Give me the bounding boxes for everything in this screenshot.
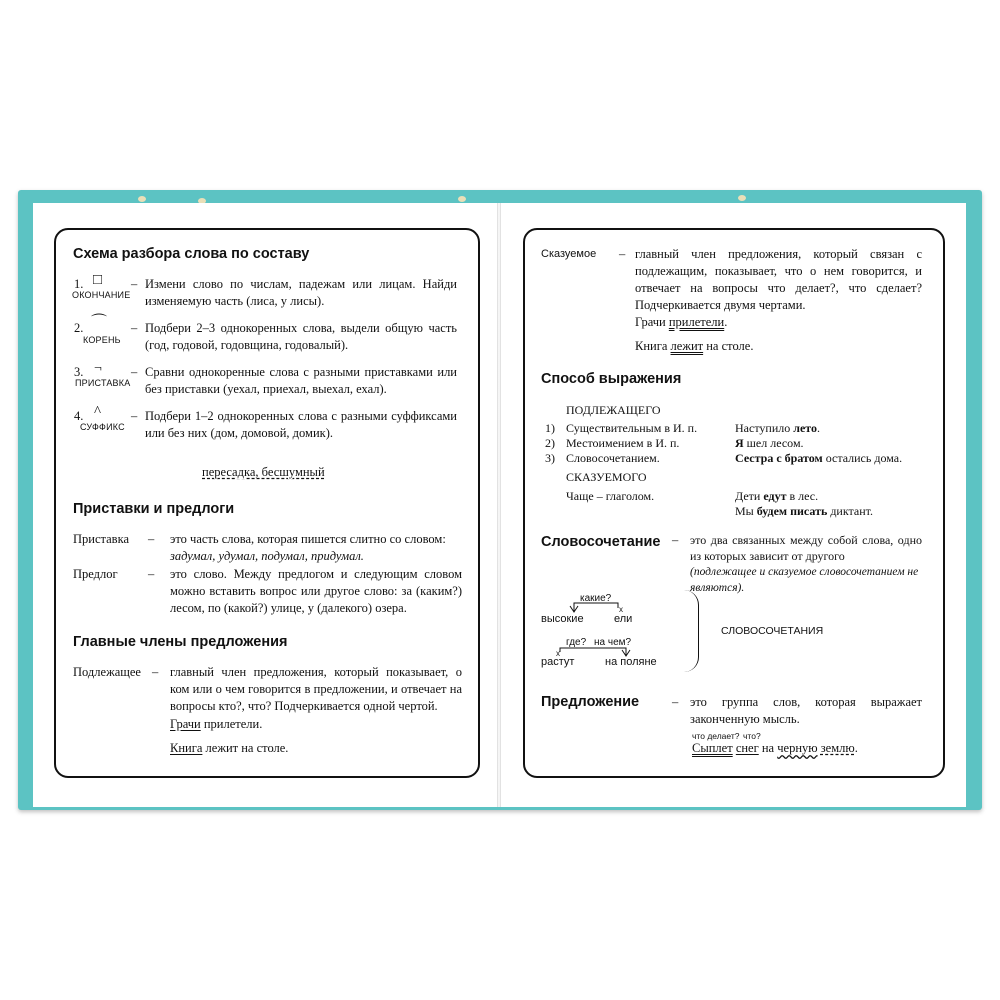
predicate-way-example-2-bold: будем писать [756,504,828,518]
predicate-subheading: СКАЗУЕМОГО [566,470,647,484]
heading-prefixes-prepositions: Приставки и предлоги [73,501,235,517]
predicate-example-2-pre: Книга [635,339,671,353]
prefix-dash: – [148,532,155,546]
phrase-2-question-a: где? [566,637,587,648]
subject-way-1-text: Существительным в И. п. [566,421,698,435]
phrase-1-x-mark: x [619,605,623,614]
brace-label: СЛОВОСОЧЕТАНИЯ [721,625,824,637]
heading-sentence: Предложение [541,694,640,710]
prefix-examples: задумал, удумал, подумал, придумал. [170,549,364,563]
heading-word-parsing: Схема разбора слова по составу [73,246,310,262]
subject-example-1-rest: прилетели. [200,717,263,731]
subject-example-2-rest: лежит на столе. [202,741,289,755]
step-1-label: ОКОНЧАНИЕ [72,290,131,300]
root-symbol-icon: ⌒ [91,314,108,331]
prefix-symbol-icon: ¬ [94,361,102,376]
subject-example-1-subject: Грачи [170,717,201,731]
example-words-text: пересадка, бесшумный [202,465,325,479]
predicate-way-example-1-pre: Дети [735,489,764,503]
phrase-dash: – [672,533,679,547]
preposition-definition: это слово. Между предлогом и следующим словом можно вставить вопрос или другое слово: за (каким?) лесом, по (какой?) улице, у (далекого) озера. [170,567,462,615]
step-3-text: Сравни однокоренные слова с разными приставками или без приставки (уехал, приехал, выехал, ехал). [145,365,457,396]
predicate-example-2-post: на столе. [703,339,754,353]
step-2-text: Подбери 2–3 однокоренных слова, выдели общую часть (год, годовой, годовщина, годовалый). [145,321,457,352]
phrase-note: (подлежащее и сказуемое словосочетанием не являются). [690,566,919,594]
step-3-label: ПРИСТАВКА [75,378,131,388]
step-4-dash: – [131,409,138,423]
phrase-1-arrow [574,603,618,612]
ending-symbol-icon: □ [93,272,103,288]
predicate-definition: главный член предложения, который связан с подлежащим, показывает, что о нем говорится, и отвечает на вопросы что делает?, что сделает? Подчеркивается двумя чертами. [635,247,922,312]
subject-way-2-number: 2) [545,436,555,450]
step-4-text: Подбери 1–2 однокоренных слова с разными суффиксами или без них (дом, домовой, домик). [145,409,457,440]
step-2-label: КОРЕНЬ [83,335,121,345]
phrase-definition: это два связанных между собой слова, одно из которых зависит от другого [690,533,922,563]
phrase-2-arrow [560,648,626,656]
preposition-term: Предлог [73,567,118,581]
subject-definition: главный член предложения, который показывает, о ком или о чем говорится в предложении, и отвечает на вопросы кто?, что? Подчеркивается одной чертой. [170,665,462,713]
phrase-1-word-a: высокие [541,613,584,625]
predicate-way-text: Чаще – глаголом. [566,489,655,503]
predicate-way-example-2-pre: Мы [735,504,757,518]
sentence-definition: это группа слов, которая выражает законченную мысль. [690,695,922,726]
preposition-dash: – [148,567,155,581]
sentence-question-1: что делает? [692,731,740,741]
sentence-dash: – [672,695,679,709]
subject-subheading: ПОДЛЕЖАЩЕГО [566,403,661,417]
heading-expression-method: Способ выражения [541,371,682,387]
heading-phrase: Словосочетание [541,534,661,550]
phrase-1-question: какие? [580,593,612,604]
phrase-2-question-b: на чем? [594,637,632,648]
step-1-text: Измени слово по числам, падежам или лицам. Найди изменяемую часть (лиса, у лисы). [145,277,457,308]
prefix-definition: это часть слова, которая пишется слитно со словом: [170,532,446,546]
sentence-example-object: землю [820,741,855,755]
prefix-term: Приставка [73,532,130,546]
subject-way-1-example-pre: Наступило [735,421,794,435]
heading-main-parts: Главные члены предложения [73,634,288,650]
subject-term: Подлежащее [73,665,141,679]
subject-way-3-text: Словосочетанием. [566,451,660,465]
subject-way-2-example-bold: Я [735,436,744,450]
sentence-example-end: . [854,741,858,755]
subject-way-2-text: Местоимением в И. п. [566,436,680,450]
predicate-example-1-pre: Грачи [635,315,669,329]
predicate-dash: – [619,247,626,261]
step-2-number: 2. [74,321,84,335]
step-2-dash: – [131,321,138,335]
predicate-example-2-predicate: лежит [670,339,704,353]
brace-icon [684,590,699,672]
subject-dash: – [152,665,159,679]
phrase-1-word-b: ели [614,613,633,625]
predicate-example-1-post: . [724,315,728,329]
sentence-example-attribute: черную [777,741,818,755]
predicate-term: Сказуемое [541,248,597,260]
subject-way-3-example-post: остались дома. [822,451,903,465]
sentence-example-prep: на [758,741,778,755]
sentence-example-subject: снег [735,741,759,755]
step-1-number: 1. [74,277,84,291]
sentence-example-predicate: Сыплет [692,741,733,755]
subject-way-1-example-bold: лето [793,421,818,435]
predicate-way-example-1-bold: едут [763,489,787,503]
step-1-dash: – [131,277,138,291]
phrase-2-word-a: растут [541,656,575,668]
sentence-question-2: что? [743,731,761,741]
suffix-symbol-icon: ^ [94,404,102,420]
phrase-2-word-b: на поляне [605,656,657,668]
step-3-number: 3. [74,365,84,379]
predicate-way-example-1-post: в лес. [786,489,819,503]
step-4-number: 4. [74,409,84,423]
subject-way-3-example-bold: Сестра с братом [735,451,823,465]
predicate-example-1-predicate: прилетели [668,315,725,329]
subject-way-3-number: 3) [545,451,555,465]
subject-way-1-example-post: . [817,421,821,435]
subject-example-2-subject: Книга [170,741,203,755]
phrase-2-x-mark: x [556,649,560,658]
predicate-way-example-2-post: диктант. [827,504,874,518]
step-3-dash: – [131,365,138,379]
sentence-example [692,740,858,757]
step-4-label: СУФФИКС [80,422,125,432]
subject-way-1-number: 1) [545,421,555,435]
subject-way-2-example-post: шел лесом. [743,436,804,450]
